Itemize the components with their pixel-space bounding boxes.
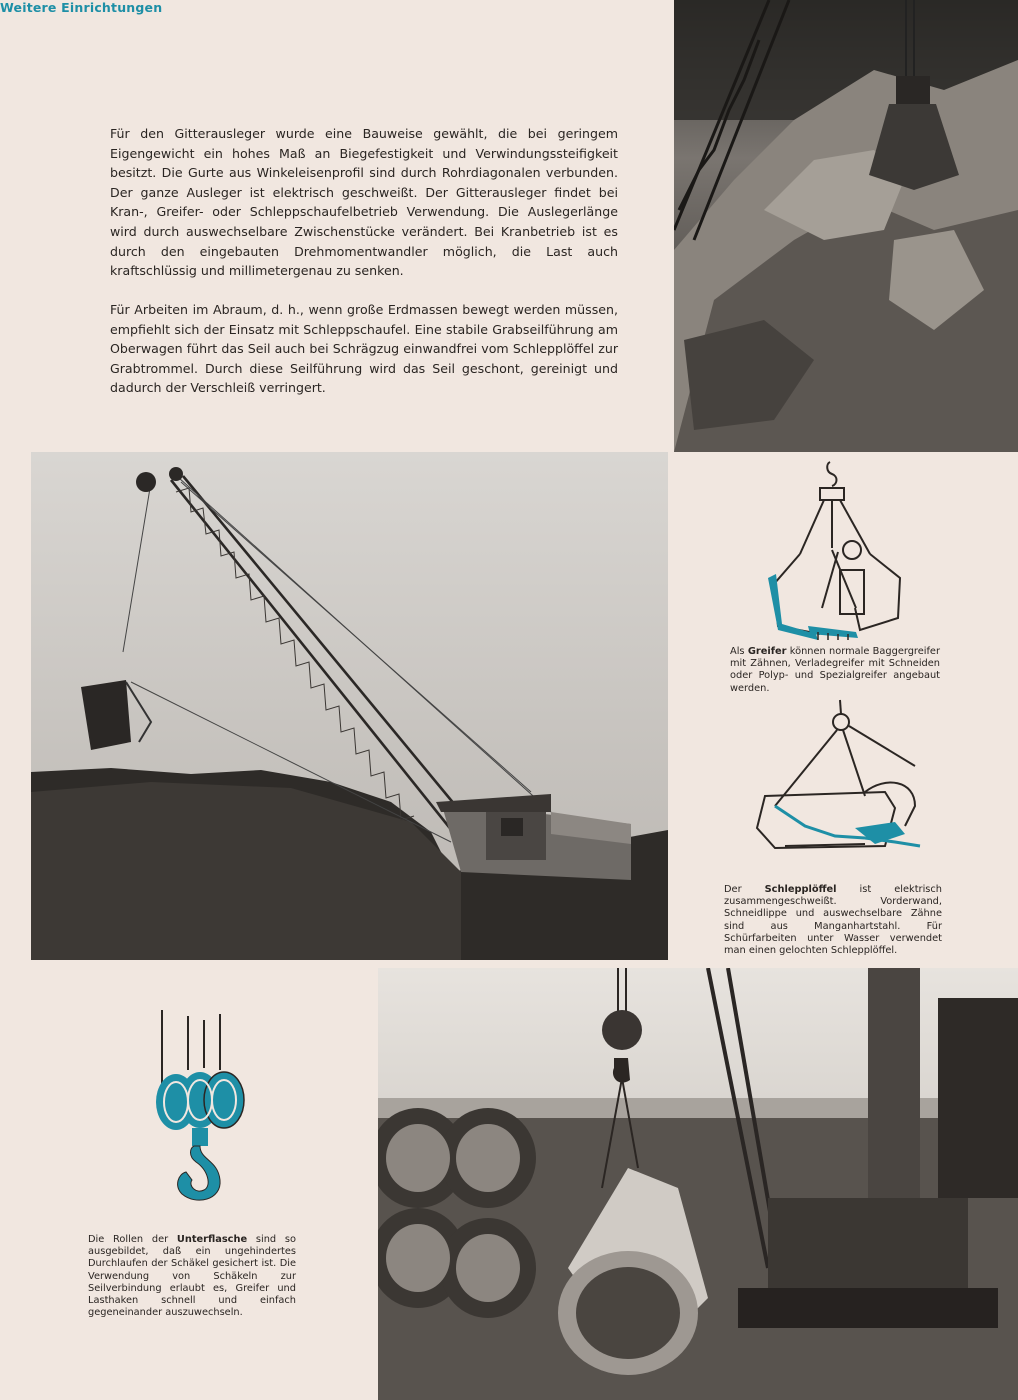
schlepploeffel-illustration [745,696,925,876]
photo-crane-lifting-pipes [378,968,1018,1400]
caption-unterflasche-text: sind so ausgebildet, daß ein ungehindertes Durchlaufen der Schäkel gesichert ist. Die Verwendung von Schäkeln zur Seilverbindung erlaubt es, Greifer und Lasthaken schnell und einfach gegeneinander auszuwechseln. [88,1234,296,1319]
photo-grab-bucket-rubble [674,0,1018,452]
caption-unterflasche-prefix: Die Rollen der [88,1234,177,1245]
body-paragraph-2: Für Arbeiten im Abraum, d. h., wenn große Erdmassen bewegt werden müssen, empfiehlt sich der Einsatz mit Schleppschaufel. Eine stabile Grabseilführung am Oberwagen führt das Seil auch bei Schrägzug einwandfrei vom Schlepplöffel zur Grabtrommel. Durch diese Seilführung wird das Seil geschont, gereinigt und dadurch der Verschleiß verringert. [110,302,618,396]
body-paragraph-1: Für den Gitterausleger wurde eine Bauweise gewählt, die bei geringem Eigengewicht ein hohes Maß an Biegefestigkeit und Verwindungssteifigkeit besitzt. Die Gurte aus Winkeleisenprofil sind durch Rohrdiagonalen verbunden. Der ganze Ausleger ist elektrisch geschweißt. Der Gitterausleger findet bei Kran-, Greifer- oder Schleppschaufelbetrieb Verwendung. Die Auslegerlänge wird durch auswechselbare Zwischenstücke verändert. Bei Kranbetrieb ist es durch den eingebauten Drehmomentwandler möglich, die Last auch kraftschlüssig und millimetergenau zu senken. [110,126,618,279]
caption-greifer-term: Greifer [747,646,787,657]
caption-schlepploeffel [724,884,942,957]
section-heading: Weitere Einrichtungen [0,0,163,15]
caption-schlepploeffel-prefix: Der [724,884,765,895]
caption-greifer-text: können normale Baggergreifer mit Zähnen, Verladegreifer mit Schneiden oder Polyp- und Spezialgreifer angebaut werden. [730,646,940,694]
greifer-illustration [760,458,920,640]
caption-greifer-prefix: Als [730,646,748,657]
caption-unterflasche [88,1234,296,1319]
caption-unterflasche-term: Unterflasche [176,1234,248,1245]
unterflasche-illustration [148,1010,258,1210]
caption-greifer [730,646,940,695]
caption-schlepploeffel-text: ist elektrisch zusammengeschweißt. Vorderwand, Schneidlippe und auswechselbare Zähne sind aus Manganhartstahl. Für Schürfarbeiten unter Wasser verwendet man einen gelochten Schlepplöffel. [724,884,942,957]
photo-dragline-excavator [31,452,668,960]
caption-schlepploeffel-term: Schlepplöffel [764,884,837,895]
